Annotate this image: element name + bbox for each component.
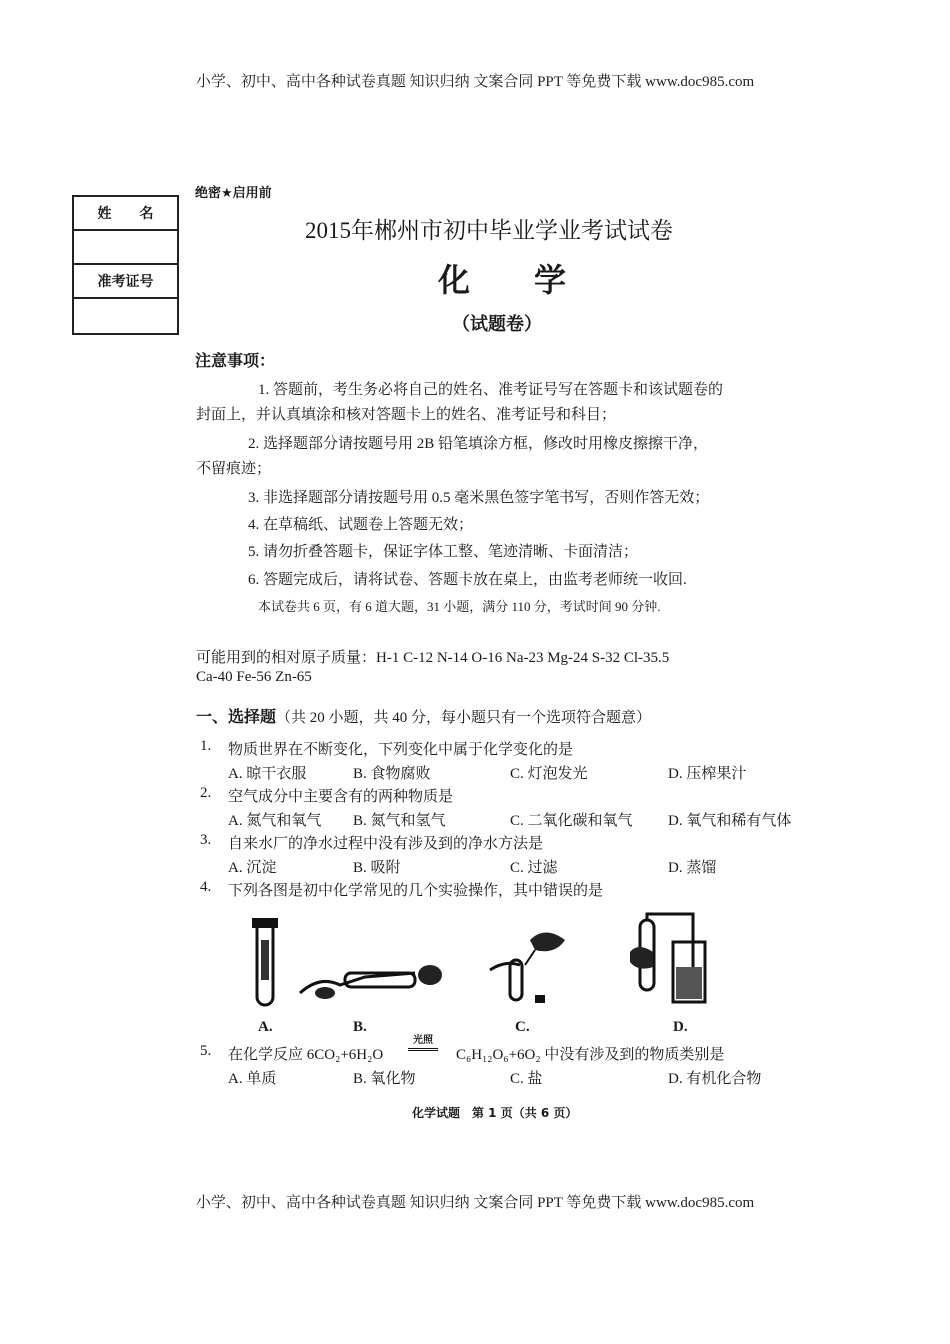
option-b: B. 食物腐败 (353, 766, 431, 782)
footer-banner: 小学、初中、高中各种试卷真题 知识归纳 文案合同 PPT 等免费下载 www.doc985.com (195, 1195, 755, 1211)
option-a: A. 晾干衣服 (228, 766, 307, 782)
section-note: （共 20 小题，共 40 分，每小题只有一个选项符合题意） (276, 710, 652, 726)
question-number: 1. (200, 738, 212, 754)
secret-label: 绝密★启用前 (195, 186, 272, 201)
test-tube-figure (240, 915, 290, 1010)
student-info-box (72, 195, 179, 335)
option-d: D. 蒸馏 (668, 860, 717, 876)
question-text: 自来水厂的净水过程中没有涉及到的净水方法是 (228, 836, 544, 852)
option-a: A. 单质 (228, 1071, 277, 1087)
page-title: 2015年郴州市初中毕业学业考试试卷 (305, 218, 673, 243)
question-text: 物质世界在不断变化，下列变化中属于化学变化的是 (228, 742, 574, 758)
page-footer: 化学试题 第 1 页（共 6 页） (412, 1106, 578, 1120)
question-text: 下列各图是初中化学常见的几个实验操作，其中错误的是 (228, 883, 604, 899)
option-b: B. 吸附 (353, 860, 401, 876)
figure-label-a: A. (258, 1019, 273, 1035)
paper-summary: 本试卷共 6 页，有 6 道大题，31 小题，满分 110 分，考试时间 90 分钟. (258, 599, 661, 614)
exam-id-label: 准考证号 (74, 265, 177, 299)
section-heading (196, 704, 651, 727)
header-banner: 小学、初中、高中各种试卷真题 知识归纳 文案合同 PPT 等免费下载 www.doc985.com (195, 74, 755, 90)
subject-title: 化 学 (438, 261, 567, 299)
notice-item-cont: 不留痕迹； (196, 461, 272, 477)
question-number: 3. (200, 832, 212, 848)
figure-label-b: B. (353, 1019, 367, 1035)
question-number: 4. (200, 879, 212, 895)
name-field[interactable] (74, 231, 177, 265)
atomic-masses-line2: Ca-40 Fe-56 Zn-65 (196, 669, 312, 685)
question-number: 5. (200, 1043, 212, 1059)
figure-label-c: C. (515, 1019, 530, 1035)
notice-item: 3. 非选择题部分请按题号用 0.5 毫米黑色签字笔书写，否则作答无效； (248, 490, 710, 506)
question-number: 2. (200, 785, 212, 801)
exam-id-field[interactable] (74, 299, 177, 333)
option-d: D. 压榨果汁 (668, 766, 747, 782)
notice-item: 4. 在草稿纸、试题卷上答题无效； (248, 517, 474, 533)
notice-item-cont: 封面上，并认真填涂和核对答题卡上的姓名、准考证号和科目； (196, 407, 617, 423)
option-c: C. 灯泡发光 (510, 766, 588, 782)
option-c: C. 盐 (510, 1071, 543, 1087)
option-b: B. 氧化物 (353, 1071, 416, 1087)
option-b: B. 氮气和氢气 (353, 813, 446, 829)
option-c: C. 过滤 (510, 860, 558, 876)
notice-item: 2. 选择题部分请按题号用 2B 铅笔填涂方框，修改时用橡皮擦擦干净， (248, 436, 709, 452)
option-d: D. 氧气和稀有气体 (668, 813, 792, 829)
airtightness-check-figure (628, 912, 708, 1007)
question-text-after: C₆H₁₂O₆+6O₂ 中没有涉及到的物质类别是 (456, 1047, 725, 1063)
name-label: 姓 名 (74, 197, 177, 231)
figure-label-d: D. (673, 1019, 688, 1035)
question-text-before: 在化学反应 6CO₂+6H₂O (228, 1047, 384, 1063)
question-text: 空气成分中主要含有的两种物质是 (228, 789, 454, 805)
option-c: C. 二氧化碳和氧气 (510, 813, 633, 829)
reaction-condition: 光照 (408, 1031, 438, 1051)
notice-item: 6. 答题完成后，请将试卷、答题卡放在桌上，由监考老师统一收回. (248, 572, 687, 588)
option-d: D. 有机化合物 (668, 1071, 762, 1087)
notice-item: 5. 请勿折叠答题卡，保证字体工整、笔迹清晰、卡面清洁； (248, 544, 639, 560)
tube-heating-figure (295, 955, 450, 1005)
section-title: 一、选择题 (196, 709, 277, 726)
notice-item: 1. 答题前，考生务必将自己的姓名、准考证号写在答题卡和该试题卷的 (258, 382, 724, 398)
paper-type: （试题卷） (452, 314, 542, 335)
option-a: A. 沉淀 (228, 860, 277, 876)
notice-heading: 注意事项： (195, 351, 276, 370)
option-a: A. 氮气和氧气 (228, 813, 322, 829)
atomic-masses-line1: 可能用到的相对原子质量：H-1 C-12 N-14 O-16 Na-23 Mg-24 S-32 Cl-35.5 (196, 650, 670, 666)
dropper-figure (485, 920, 575, 1010)
